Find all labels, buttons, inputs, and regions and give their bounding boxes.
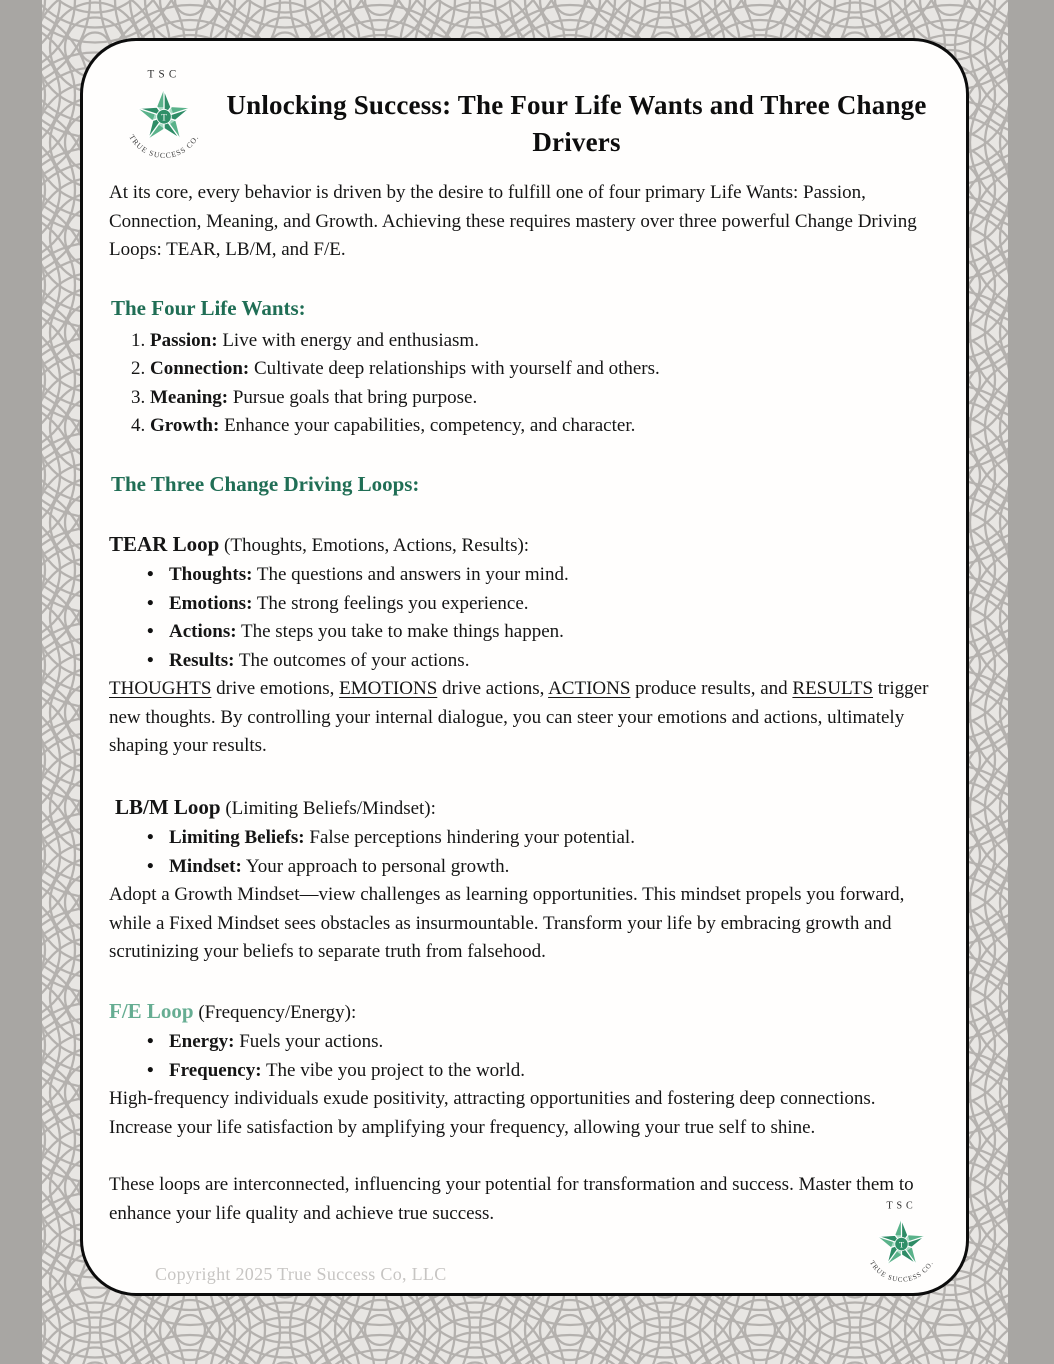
list-item: • Frequency: The vibe you project to the world. — [169, 1057, 940, 1086]
fe-loop-list — [109, 1028, 940, 1085]
list-item: • Emotions: The strong feelings you experience. — [169, 590, 940, 619]
intro-paragraph: At its core, every behavior is driven by the desire to fulfill one of four primary Life Wants: Passion, Connection, Meaning, and Growth. Achieving these requires mastery over three powerful Change Driving Loops: TEAR, LB/M, and F/E. — [109, 182, 917, 260]
page-title: Unlocking Success: The Four Life Wants and Three Change Drivers — [226, 90, 927, 157]
lbm-summary: Adopt a Growth Mindset—view challenges as learning opportunities. This mindset propels you forward, while a Fixed Mindset sees obstacles as insurmountable. Transform your life by embracing growth and scrutinizing your beliefs to separate truth from falsehood. — [109, 884, 905, 962]
header — [83, 41, 966, 169]
tsc-logo-bottom — [855, 1194, 948, 1291]
list-item: • Mindset: Your approach to personal growth. — [169, 853, 940, 882]
list-item: 1. Passion: Live with energy and enthusiasm. — [150, 327, 940, 356]
left-margin-strip — [0, 0, 42, 1364]
list-item: 2. Connection: Cultivate deep relationships with yourself and others. — [150, 355, 940, 384]
list-item: • Thoughts: The questions and answers in your mind. — [169, 561, 940, 590]
list-item: • Actions: The steps you take to make things happen. — [169, 618, 940, 647]
loops-heading: The Three Change Driving Loops: — [111, 471, 420, 496]
tear-loop-list — [109, 561, 940, 675]
lbm-loop-title: LB/M Loop (Limiting Beliefs/Mindset): — [115, 794, 436, 819]
lbm-loop-list — [109, 824, 940, 881]
list-item: • Energy: Fuels your actions. — [169, 1028, 940, 1057]
list-item: 4. Growth: Enhance your capabilities, competency, and character. — [150, 412, 940, 441]
tsc-logo-top — [113, 61, 215, 169]
fe-loop-title: F/E Loop (Frequency/Energy): — [109, 998, 357, 1023]
life-wants-list — [109, 327, 940, 441]
tear-loop-title: TEAR Loop (Thoughts, Emotions, Actions, Results): — [109, 531, 530, 556]
four-life-wants-heading: The Four Life Wants: — [111, 295, 306, 320]
right-margin-strip — [1008, 0, 1054, 1364]
document-card — [80, 38, 969, 1296]
list-item: • Limiting Beliefs: False perceptions hindering your potential. — [169, 824, 940, 853]
copyright-text: Copyright 2025 True Success Co, LLC — [155, 1264, 447, 1284]
list-item: 3. Meaning: Pursue goals that bring purpose. — [150, 384, 940, 413]
document-body — [83, 179, 966, 1228]
closing-paragraph: These loops are interconnected, influencing your potential for transformation and success. Master them to enhance your life quality and achieve true success. — [109, 1174, 914, 1224]
fe-summary: High-frequency individuals exude positivity, attracting opportunities and fostering deep connections. Increase your life satisfaction by amplifying your frequency, allowing your true self to shine. — [109, 1088, 876, 1138]
list-item: • Results: The outcomes of your actions. — [169, 647, 940, 676]
tear-summary: THOUGHTS drive emotions, EMOTIONS drive actions, ACTIONS produce results, and RESULTS trigger new thoughts. By controlling your internal dialogue, you can steer your emotions and actions, ultimately shaping your results. — [109, 678, 929, 756]
